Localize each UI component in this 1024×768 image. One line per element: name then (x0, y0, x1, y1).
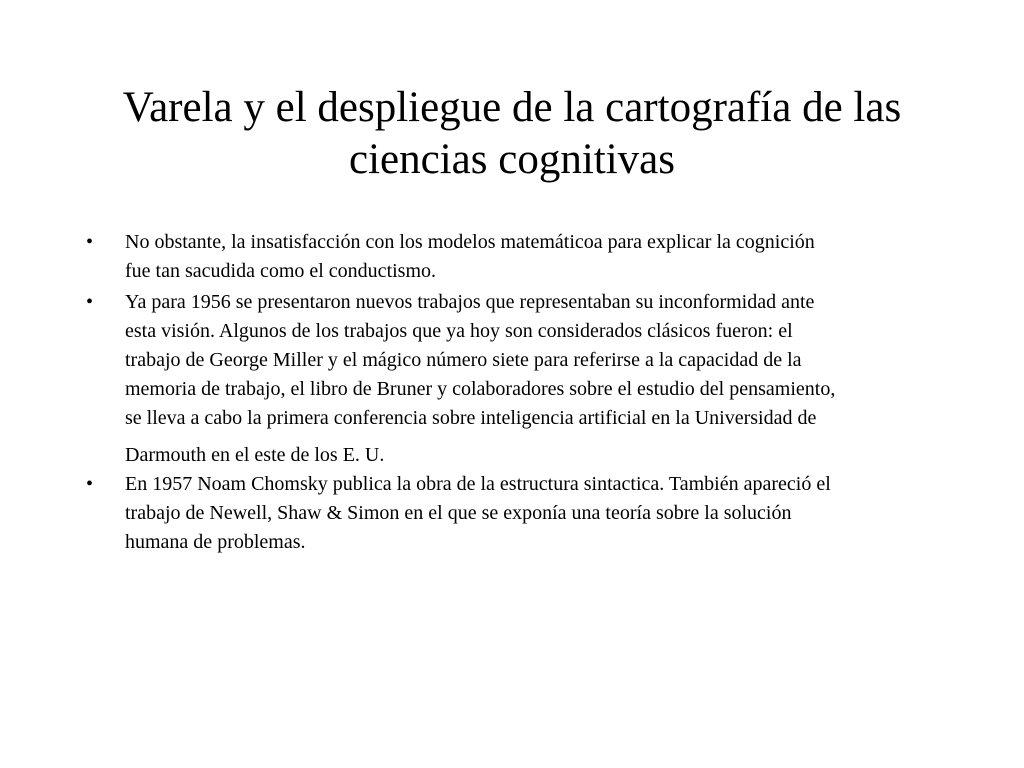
bullet-line: esta visión. Algunos de los trabajos que ya hoy son considerados clásicos fueron: el (125, 320, 793, 342)
bullet-marker: • (86, 291, 94, 313)
bullet-line: No obstante, la insatisfacción con los modelos matemáticoa para explicar la cognición (125, 231, 815, 253)
bullet-line: fue tan sacudida como el conductismo. (125, 260, 437, 282)
bullet-line: Darmouth en el este de los E. U. (125, 444, 385, 466)
bullet-line: En 1957 Noam Chomsky publica la obra de la estructura sintactica. También apareció el (125, 473, 831, 495)
slide-title (80, 82, 944, 186)
bullet-text (125, 228, 955, 286)
bullet-line: trabajo de Newell, Shaw & Simon en el que se exponía una teoría sobre la solución (125, 502, 792, 524)
bullet-marker: • (86, 473, 94, 495)
bullet-text (125, 288, 955, 470)
bullet-line: trabajo de George Miller y el mágico número siete para referirse a la capacidad de la (125, 349, 802, 371)
bullet-line: Ya para 1956 se presentaron nuevos trabajos que representaban su inconformidad ante (125, 291, 815, 313)
slide-title-line-2: ciencias cognitivas (349, 136, 675, 183)
slide-title-line-1: Varela y el despliegue de la cartografía de las (122, 84, 902, 131)
bullet-line: memoria de trabajo, el libro de Bruner y colaboradores sobre el estudio del pensamiento, (125, 378, 836, 400)
bullet-text (125, 470, 955, 557)
bullet-marker: • (86, 231, 94, 253)
bullet-line: humana de problemas. (125, 531, 306, 553)
bullet-line: se lleva a cabo la primera conferencia sobre inteligencia artificial en la Universidad de (125, 407, 817, 429)
